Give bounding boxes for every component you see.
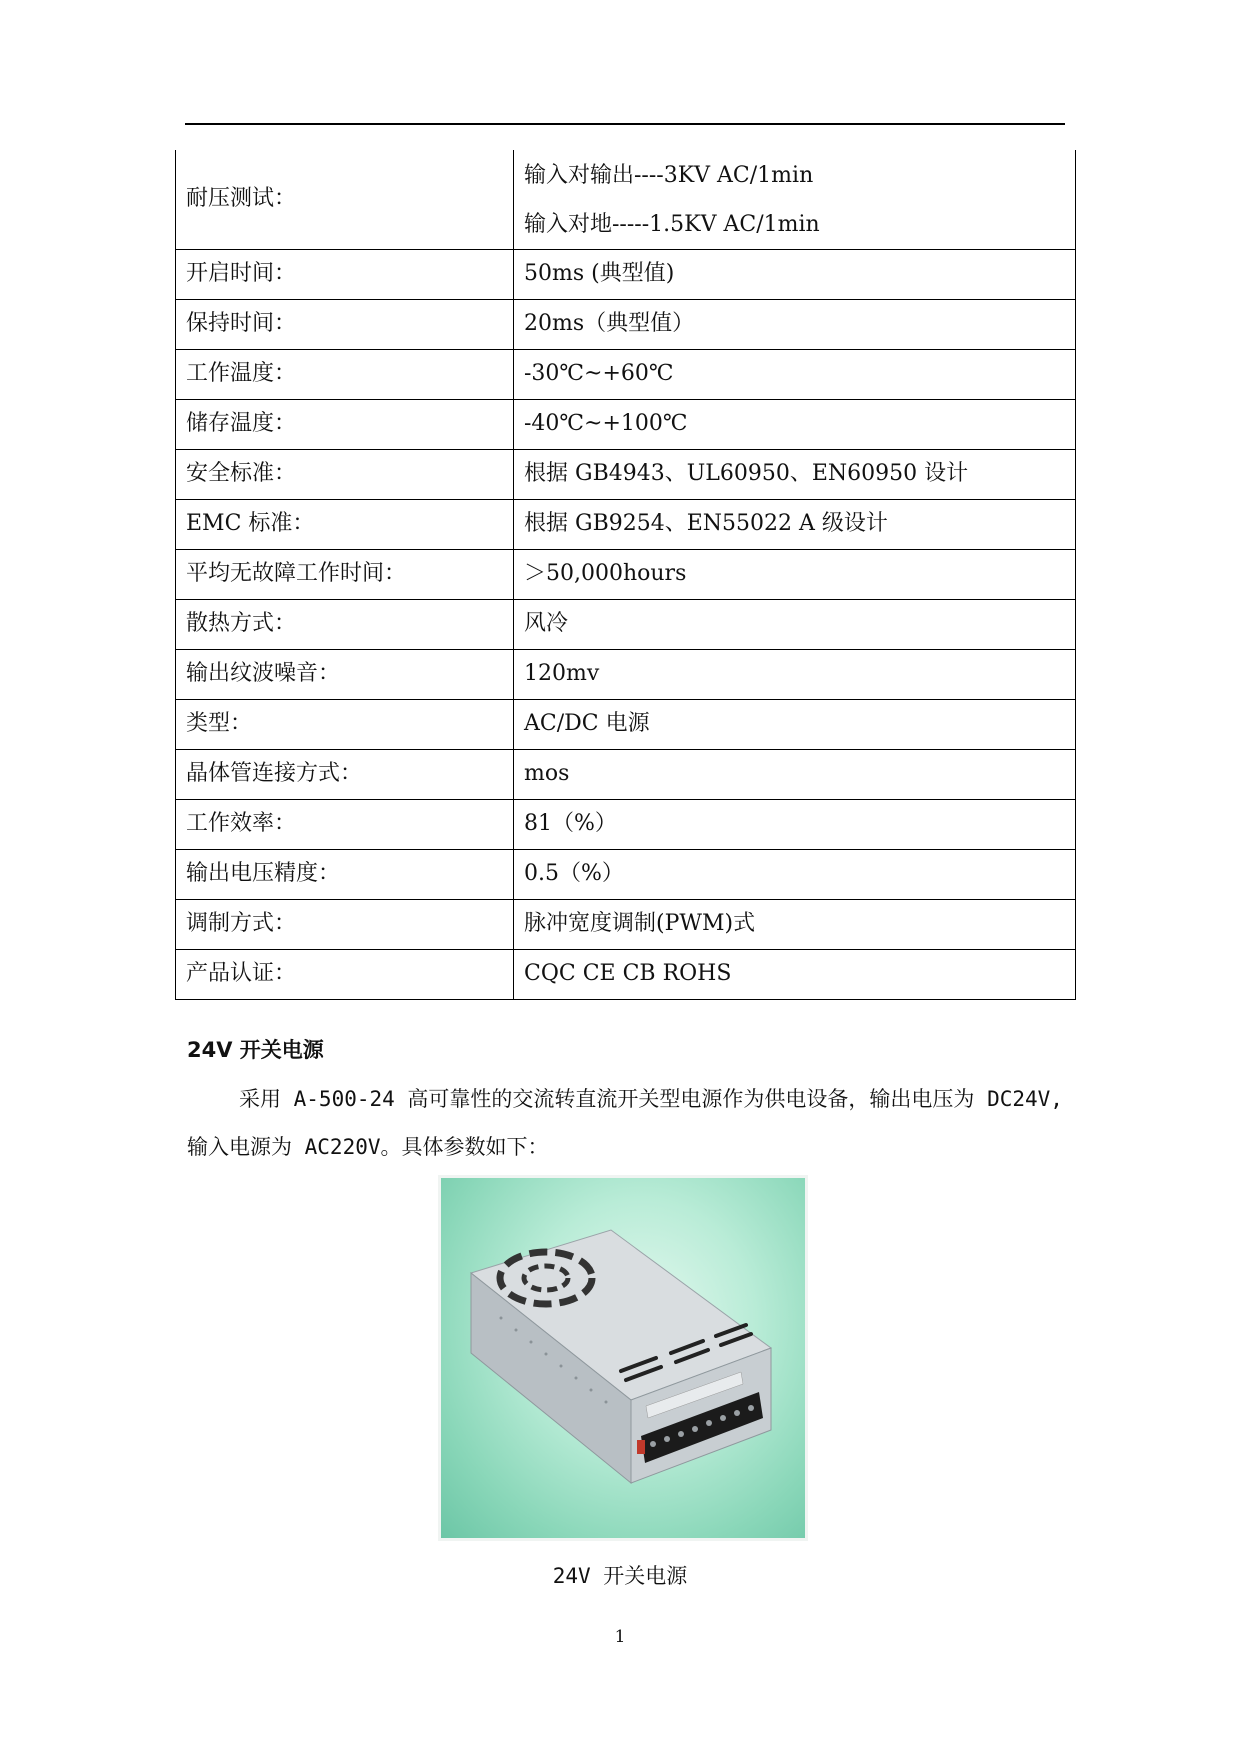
- table-row: [176, 550, 1076, 600]
- row-label: 晶体管连接方式：: [176, 750, 514, 800]
- table-row: [176, 300, 1076, 350]
- value-line: 输入对输出----3KV AC/1min: [524, 162, 814, 188]
- row-value: [514, 150, 1076, 250]
- table-row: [176, 750, 1076, 800]
- row-value: 风冷: [514, 600, 1076, 650]
- row-label: 平均无故障工作时间：: [176, 550, 514, 600]
- row-value: CQC CE CB ROHS: [514, 950, 1076, 1000]
- row-value: 0.5（%）: [514, 850, 1076, 900]
- section-title: 24V 开关电源: [187, 1038, 324, 1062]
- table-row: [176, 850, 1076, 900]
- row-value: 脉冲宽度调制(PWM)式: [514, 900, 1076, 950]
- power-supply-photo: [438, 1175, 808, 1541]
- row-label: 产品认证：: [176, 950, 514, 1000]
- row-label: 储存温度：: [176, 400, 514, 450]
- row-value: 50ms (典型值): [514, 250, 1076, 300]
- row-label: 保持时间：: [176, 300, 514, 350]
- row-label: 散热方式：: [176, 600, 514, 650]
- value-line: 输入对地-----1.5KV AC/1min: [524, 211, 820, 237]
- row-value: -40℃~+100℃: [514, 400, 1076, 450]
- table-row: [176, 500, 1076, 550]
- table-row: [176, 800, 1076, 850]
- header-rule: [185, 123, 1065, 125]
- row-label: 安全标准：: [176, 450, 514, 500]
- table-row: [176, 700, 1076, 750]
- table-row: [176, 900, 1076, 950]
- table-row: [176, 350, 1076, 400]
- row-label: 开启时间：: [176, 250, 514, 300]
- row-value: 根据 GB4943、UL60950、EN60950 设计: [514, 450, 1076, 500]
- row-label: 类型：: [176, 700, 514, 750]
- table-row: [176, 650, 1076, 700]
- row-value: 根据 GB9254、EN55022 A 级设计: [514, 500, 1076, 550]
- row-value: 20ms（典型值）: [514, 300, 1076, 350]
- row-label: 工作温度：: [176, 350, 514, 400]
- table-row: [176, 400, 1076, 450]
- row-value: -30℃~+60℃: [514, 350, 1076, 400]
- row-label: 耐压测试：: [176, 150, 514, 250]
- section-paragraph: 采用 A-500-24 高可靠性的交流转直流开关型电源作为供电设备，输出电压为 DC24V,输入电源为 AC220V。具体参数如下：: [187, 1087, 1063, 1159]
- row-value: ＞50,000hours: [514, 550, 1076, 600]
- row-label: 调制方式：: [176, 900, 514, 950]
- row-value: 120mv: [514, 650, 1076, 700]
- figure-caption: 24V 开关电源: [552, 1564, 688, 1588]
- row-label: EMC 标准：: [176, 500, 514, 550]
- table-row: [176, 950, 1076, 1000]
- row-label: 输出纹波噪音：: [176, 650, 514, 700]
- table-row: [176, 250, 1076, 300]
- table-row: [176, 150, 1076, 250]
- row-value: mos: [514, 750, 1076, 800]
- row-value: 81（%）: [514, 800, 1076, 850]
- row-label: 工作效率：: [176, 800, 514, 850]
- row-label: 输出电压精度：: [176, 850, 514, 900]
- table-row: [176, 450, 1076, 500]
- table-row: [176, 600, 1076, 650]
- page-number: 1: [614, 1627, 626, 1647]
- row-value: AC/DC 电源: [514, 700, 1076, 750]
- spec-table: [175, 150, 1076, 1000]
- power-supply-illustration: [441, 1178, 805, 1538]
